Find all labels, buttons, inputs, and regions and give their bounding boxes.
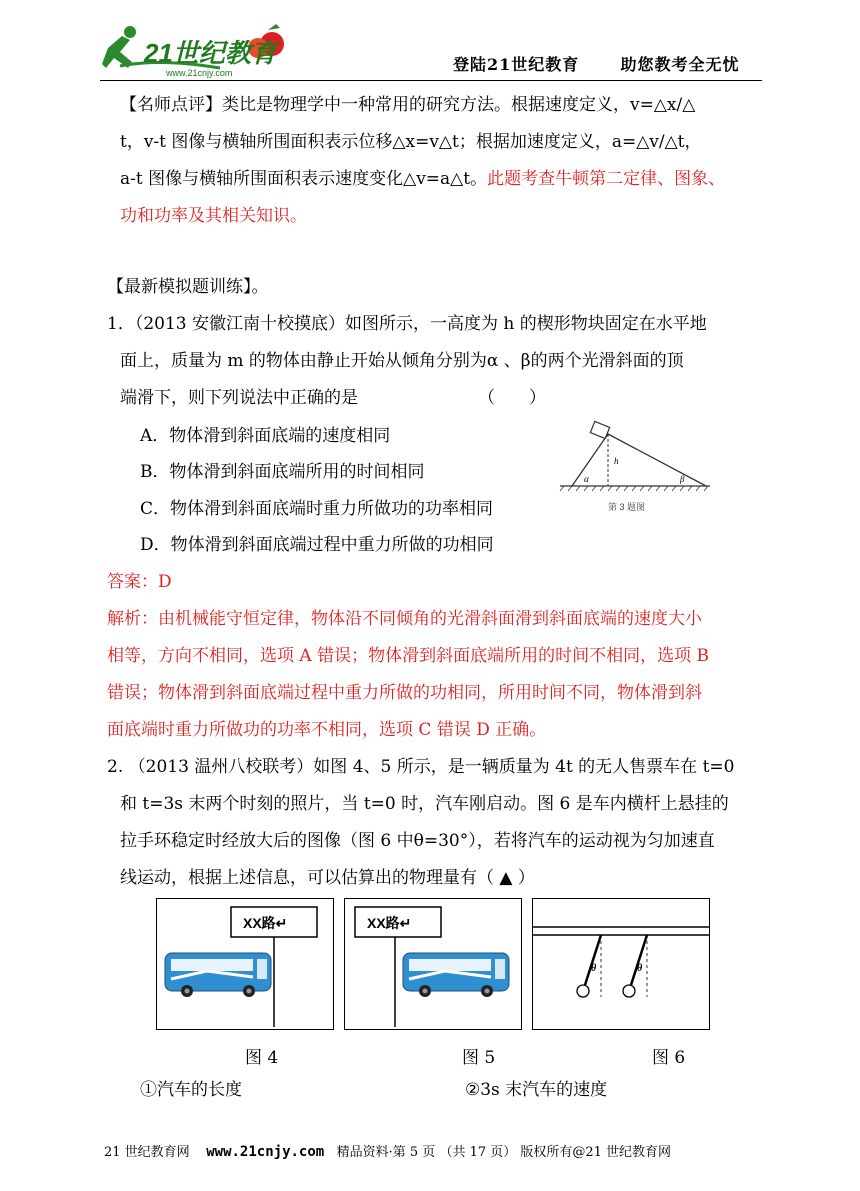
bus-icon [165,953,271,997]
q2-line-4: 线运动，根据上述信息，可以估算出的物理量有（ ▲ ） [120,868,535,888]
review-line-3-text: a-t 图像与横轴所围面积表示速度变化△v=a△t。 [120,169,488,189]
review-line-3 [120,168,725,190]
analysis-line-2: 相等，方向不相同，选项 A 错误；物体滑到斜面底端所用的时间不相同，选项 B [107,646,709,666]
logo [100,18,300,80]
sign-text: XX路↵ [367,915,412,931]
q1-answer-blank: （ ） [478,388,546,408]
review-line-1: 【名师点评】类比是物理学中一种常用的研究方法。根据速度定义，v=△x/△ [120,95,696,115]
analysis-line-3: 错误；物体滑到斜面底端过程中重力所做的功相同，所用时间不同，物体滑到斜 [107,683,702,703]
q1-line-3: 端滑下，则下列说法中正确的是 [120,388,358,408]
hand-ring-2 [623,935,647,997]
q1-option-d: D．物体滑到斜面底端过程中重力所做的功相同 [140,535,494,555]
analysis-line-1: 解析：由机械能守恒定律，物体沿不同倾角的光滑斜面滑到斜面底端的速度大小 [107,609,702,629]
figure-4 [156,898,334,1030]
figure-5-caption: 图 5 [462,1048,496,1068]
q1-line-2: 面上，质量为 m 的物体由静止开始从倾角分别为α 、β的两个光滑斜面的顶 [120,351,684,371]
q1-answer: 答案：D [107,572,172,592]
figure-label-alpha: α [584,474,589,484]
header-rule [100,80,762,81]
q1-option-c: C．物体滑到斜面底端时重力所做功的功率相同 [140,499,494,519]
sign-text: XX路↵ [243,915,288,931]
footer [104,1141,671,1160]
header-slogan-right: 助您教考全无忧 [620,55,740,74]
q1-line-1: 1．（2013 安徽江南十校摸底）如图所示，一高度为 h 的楔形物块固定在水平地 [107,314,707,334]
q2-line-1: 2. （2013 温州八校联考）如图 4、5 所示，是一辆质量为 4t 的无人售票车在 t=0 [107,757,735,777]
q2-line-3: 拉手环稳定时经放大后的图像（图 6 中θ=30°），若将汽车的运动视为匀加速直 [120,831,715,851]
header-slogan [453,52,739,75]
figure-6-caption: 图 6 [652,1048,686,1068]
footer-site: www.21cnjy.com [206,1144,325,1160]
figure-5 [344,898,522,1030]
q1-option-a: A．物体滑到斜面底端的速度相同 [140,426,391,446]
figure-4-caption: 图 4 [245,1048,279,1068]
q1-option-b: B．物体滑到斜面底端所用的时间相同 [140,462,425,482]
review-line-2: t，v-t 图像与横轴所围面积表示位移△x=v△t；根据加速度定义，a=△v/△t， [120,132,702,152]
wedge-figure [556,420,716,516]
q2-line-2: 和 t=3s 末两个时刻的照片，当 t=0 时，汽车刚启动。图 6 是车内横杆上悬挂的 [120,794,729,814]
theta-label: θ [637,963,643,974]
figure-label-h: h [614,456,619,466]
logo-text: 21世纪教育 [144,38,277,68]
figure-label-beta: β [680,474,685,484]
logo-url: www.21cnjy.com [166,68,233,78]
header-slogan-left: 登陆21世纪教育 [453,55,580,74]
theta-label: θ [591,963,597,974]
figure-caption: 第 3 题图 [608,502,646,512]
analysis-line-4: 面底端时重力所做功的功率不相同，选项 C 错误 D 正确。 [107,720,547,740]
footer-left: 21 世纪教育网 [104,1145,190,1160]
figure-6 [532,898,710,1030]
q2-item-1: ①汽车的长度 [140,1080,242,1100]
hand-ring-1 [577,935,601,997]
review-line-3-highlight: 此题考查牛顿第二定律、图象、 [487,169,726,189]
footer-right: 精品资料·第 5 页 （共 17 页） 版权所有@21 世纪教育网 [336,1145,672,1160]
section-title: 【最新模拟题训练】。 [107,277,269,297]
q2-item-2: ②3s 末汽车的速度 [465,1080,608,1100]
bus-icon [403,953,509,997]
review-line-4: 功和功率及其相关知识。 [120,206,307,226]
